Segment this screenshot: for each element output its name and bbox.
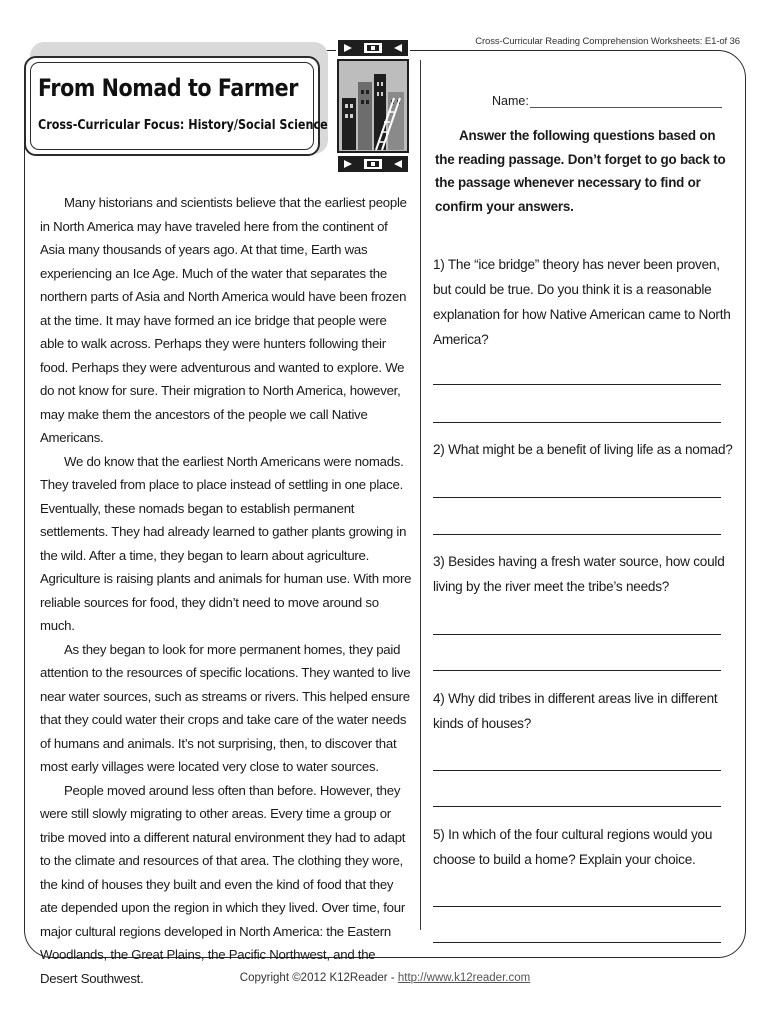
question-3: 3) Besides having a fresh water source, how could living by the river meet the tribe’s needs? <box>433 554 725 594</box>
answer-line-5b[interactable] <box>433 942 721 943</box>
name-label: Name: <box>492 94 529 108</box>
passage-paragraph-4: People moved around less often than before. However, they were still slowly migrating to other areas. Every time a group or tribe moved into a different natural environment they had to adapt to the climate and resources of that area. The clothing they wore, the kind of houses they built and even the kind of food that they ate depended upon the region in which they lived. Over time, four major cultural regions developed in North America: the Eastern Woodlands, the Great Plains, the Pacific Northwest, and the Desert Southwest. <box>40 782 406 986</box>
column-divider <box>420 60 421 930</box>
answer-line-2a[interactable] <box>433 497 721 498</box>
page-subtitle: Cross-Curricular Focus: History/Social Science <box>38 118 328 133</box>
answer-line-1b[interactable] <box>433 422 721 423</box>
passage-paragraph-3: As they began to look for more permanent homes, they paid attention to the resources of specific locations. They wanted to live near water sources, such as streams or rivers. This helped ensure that they could water their crops and take care of the water needs of humans and animals. It’s not surprising, then, to discover that most early villages were located very close to water sources. <box>40 641 411 774</box>
answer-line-3b[interactable] <box>433 670 721 671</box>
question-2: 2) What might be a benefit of living life as a nomad? <box>433 442 733 457</box>
title-box <box>24 56 328 156</box>
answer-line-5a[interactable] <box>433 906 721 907</box>
page-title: From Nomad to Farmer <box>38 74 299 102</box>
k12reader-link[interactable]: http://www.k12reader.com <box>397 972 531 984</box>
passage-paragraph-1: Many historians and scientists believe that the earliest people in North America may have traveled here from the continent of Asia many thousands of years ago. At that time, Earth was experiencing an Ice Age. Much of the water that separates the northern parts of Asia and North America would have been frozen at the time. It may have formed an ice bridge that people were able to walk across. Perhaps they were hunters following their food. Perhaps they were adventurous and wanted to explore. We do not know for sure. Their migration to North America, however, may make them the ancestors of the people we call Native Americans. <box>40 195 407 445</box>
header-note: Cross-Curricular Reading Comprehension Worksheets: E1-of 36 <box>475 36 740 47</box>
footer <box>0 972 770 984</box>
answer-line-4b[interactable] <box>433 806 721 807</box>
answer-line-4a[interactable] <box>433 770 721 771</box>
question-5: 5) In which of the four cultural regions would you choose to build a home? Explain your choice. <box>433 827 713 867</box>
reading-passage <box>40 191 412 990</box>
answer-line-3a[interactable] <box>433 634 721 635</box>
copyright-text: Copyright ©2012 K12Reader - <box>239 972 398 984</box>
city-emblem-icon <box>336 38 410 176</box>
question-1: 1) The “ice bridge” theory has never been proven, but could be true. Do you think it is a reasonable explanation for how Native American came to North America? <box>433 257 731 347</box>
answer-line-1a[interactable] <box>433 384 721 385</box>
instructions-text: Answer the following questions based on the reading passage. Don’t forget to go back to the passage whenever necessary to find or confirm your answers. <box>435 128 726 214</box>
passage-paragraph-2: We do know that the earliest North Americans were nomads. They traveled from place to place instead of settling in one place. Eventually, these nomads began to establish permanent settlements. They had already learned to gather plants growing in the wild. After a time, they began to learn about agriculture. Agriculture is raising plants and animals for human use. With more reliable sources for food, they didn’t need to move around so much. <box>40 453 412 633</box>
instructions <box>435 124 735 218</box>
answer-line-2b[interactable] <box>433 534 721 535</box>
name-field[interactable] <box>530 107 722 108</box>
question-4: 4) Why did tribes in different areas live in different kinds of houses? <box>433 691 718 731</box>
